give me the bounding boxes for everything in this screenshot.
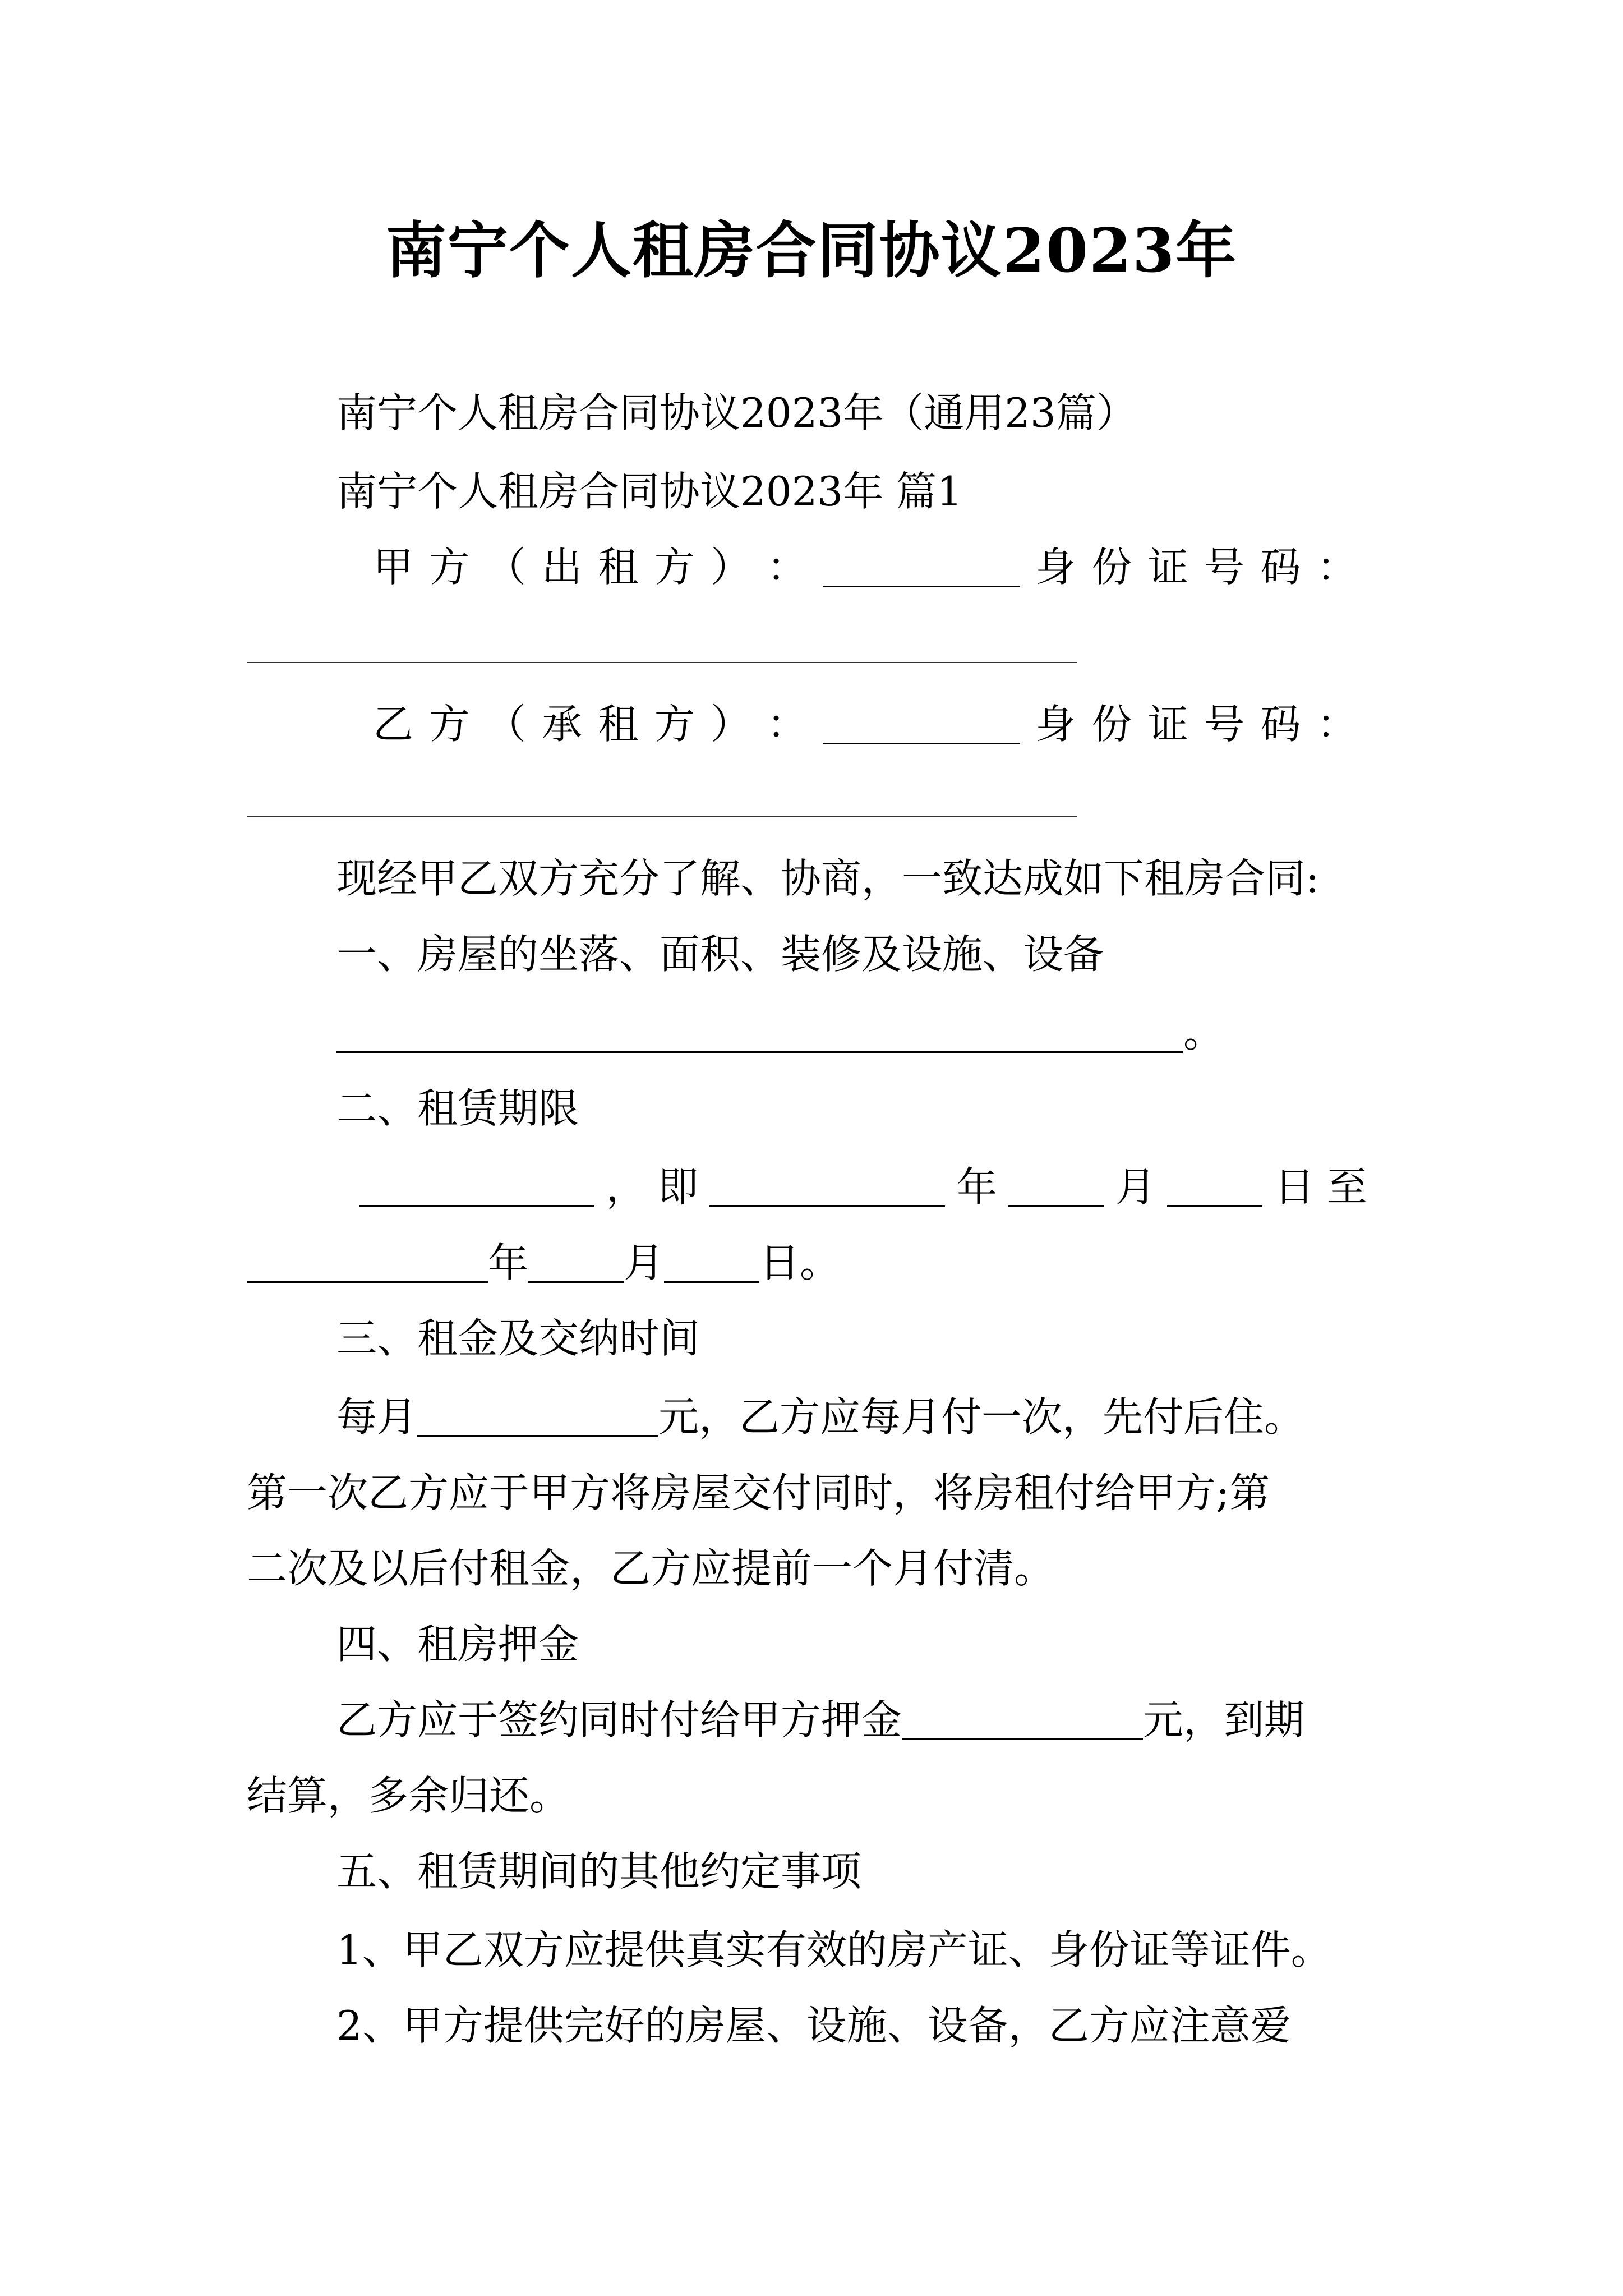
party-a-id-5: 码: [1260, 544, 1301, 591]
rent-monthly-label: 每月: [336, 1393, 418, 1441]
clause-5-title: 五、租赁期间的其他约定事项: [336, 1848, 862, 1895]
party-a-label-7: ）: [711, 544, 751, 591]
clause-3-title: 三、租金及交纳时间: [336, 1315, 700, 1362]
party-a-label-3: （: [485, 544, 526, 591]
party-a-id-blank: [247, 662, 1077, 663]
term-end-day-blank: [664, 1245, 759, 1283]
term-ji: 即: [657, 1163, 698, 1211]
term-end-month-blank: [528, 1245, 624, 1283]
party-b-name-blank: [823, 706, 1020, 744]
term-line-2: [247, 1239, 841, 1286]
party-a-id-1: 身: [1035, 544, 1076, 591]
term-start-day-blank: [1167, 1169, 1262, 1207]
party-b-label-5: 租: [598, 701, 639, 748]
party-a-id-3: 证: [1147, 544, 1188, 591]
clause-1-blank: [336, 1015, 1183, 1053]
party-a-id-4: 号: [1204, 544, 1245, 591]
term-duration-blank: [359, 1169, 594, 1207]
party-b-label-3: （: [485, 701, 526, 748]
party-b-label-8: ：: [767, 701, 808, 748]
party-b-label-7: ）: [711, 701, 751, 748]
term-start-year-blank: [709, 1169, 945, 1207]
clause-1-blank-line: [336, 1009, 1224, 1056]
party-a-label-6: 方: [654, 544, 695, 591]
document-subtitle: 南宁个人租房合同协议2023年（通用23篇）: [336, 389, 1137, 436]
party-b-label-1: 乙: [373, 701, 414, 748]
rent-amount-blank: [417, 1399, 658, 1437]
party-b-label-4: 承: [542, 701, 583, 748]
party-a-label-4: 出: [542, 544, 583, 591]
clause-2-title: 二、租赁期限: [336, 1085, 579, 1132]
term-start-month-label: 月: [1115, 1163, 1156, 1211]
party-b-id-blank: [247, 816, 1077, 817]
party-a-name-blank: [823, 549, 1020, 587]
party-a-id-6: ：: [1316, 544, 1357, 591]
party-b-id-4: 号: [1204, 701, 1245, 748]
party-a-label-5: 租: [598, 544, 639, 591]
deposit-amount-blank: [902, 1702, 1143, 1740]
party-a-label-8: ：: [767, 544, 808, 591]
term-end-day-label: 日。: [759, 1239, 841, 1286]
deposit-line-1: [336, 1696, 1305, 1743]
party-a-id-2: 份: [1091, 544, 1132, 591]
party-a-label-1: 甲: [373, 544, 414, 591]
rent-line-1-rest: 元，乙方应每月付一次，先付后住。: [658, 1393, 1305, 1441]
party-b-line: [373, 701, 1357, 748]
rent-line-3: 二次及以后付租金，乙方应提前一个月付清。: [247, 1545, 1055, 1592]
term-start-day-label: 日至: [1274, 1163, 1380, 1211]
party-b-id-1: 身: [1035, 701, 1076, 748]
term-start-year-label: 年: [956, 1163, 997, 1211]
party-b-id-6: ：: [1316, 701, 1357, 748]
clause-4-title: 四、租房押金: [336, 1621, 579, 1668]
document-title: 南宁个人租房合同协议2023年: [385, 215, 1238, 286]
term-line-1: [359, 1163, 1380, 1211]
party-b-label-6: 方: [654, 701, 695, 748]
clause-1-title: 一、房屋的坐落、面积、装修及设施、设备: [336, 931, 1104, 978]
term-end-month-label: 月: [624, 1239, 665, 1286]
party-b-id-5: 码: [1260, 701, 1301, 748]
term-comma: ，: [606, 1163, 647, 1211]
party-a-label-2: 方: [429, 544, 470, 591]
deposit-label: 乙方应于签约同时付给甲方押金: [336, 1696, 902, 1743]
clause-5-item-2: 2、甲方提供完好的房屋、设施、设备，乙方应注意爱: [336, 2002, 1291, 2049]
intro-paragraph: 现经甲乙双方充分了解、协商，一致达成如下租房合同:: [336, 855, 1320, 902]
rent-line-1: [336, 1393, 1305, 1441]
deposit-line-1-rest: 元，到期: [1143, 1696, 1305, 1743]
clause-5-item-1: 1、甲乙双方应提供真实有效的房产证、身份证等证件。: [336, 1926, 1331, 1973]
section-heading: 南宁个人租房合同协议2023年 篇1: [336, 468, 962, 515]
clause-1-period: 。: [1183, 1009, 1224, 1056]
party-b-id-2: 份: [1091, 701, 1132, 748]
party-b-label-2: 方: [429, 701, 470, 748]
rent-line-2: 第一次乙方应于甲方将房屋交付同时，将房租付给甲方;第: [247, 1469, 1270, 1516]
party-b-id-3: 证: [1147, 701, 1188, 748]
party-a-line: [373, 544, 1357, 591]
term-end-year-label: 年: [488, 1239, 529, 1286]
term-end-year-blank: [247, 1245, 488, 1283]
term-start-month-blank: [1008, 1169, 1104, 1207]
deposit-line-2: 结算，多余归还。: [247, 1772, 570, 1819]
